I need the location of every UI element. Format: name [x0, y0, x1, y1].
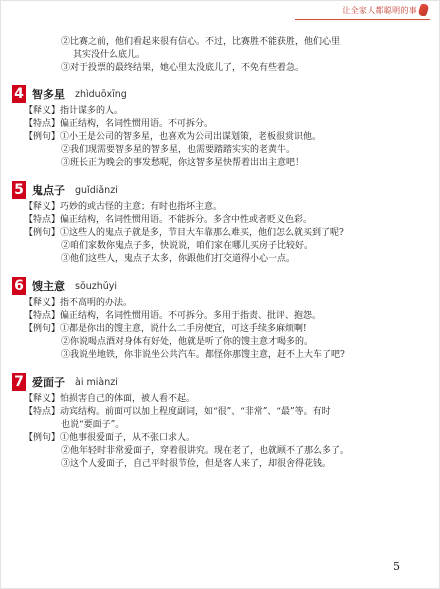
- example-sentence: ②他年轻时非常爱面子，穿着很讲究。现在老了，也就顾不了那么多了。: [61, 446, 350, 456]
- entry-feature: 【特点】动宾结构。前面可以加上程度副词，如“很”、“非常”、“最”等。有时: [24, 407, 331, 417]
- entry-examples: [12, 227, 428, 240]
- entry-6: [12, 277, 428, 362]
- entry-feature: 【特点】偏正结构，名词性惯用语。不可拆分。多用于指责、批评、抱怨。: [24, 311, 322, 321]
- entry-heading: [12, 85, 428, 103]
- entry-examples: [12, 323, 428, 336]
- entry-pinyin: zhìduōxīng: [75, 88, 127, 100]
- entry-heading: [12, 277, 428, 295]
- header-divider: [295, 19, 430, 20]
- entry-feature: 【特点】偏正结构，名词性惯用语。不可拆分。: [24, 119, 214, 129]
- entry-examples: [12, 131, 428, 144]
- entry-number: 4: [12, 85, 26, 103]
- header-title: 让全家人都聪明的事: [342, 5, 417, 15]
- entry-5: [12, 181, 428, 266]
- entry-feature: 【特点】偏正结构，名词性惯用语。不能拆分。多含中性或者贬义色彩。: [24, 215, 313, 225]
- entry-heading: [12, 373, 428, 391]
- page-number: 5: [393, 560, 400, 573]
- entry-pinyin: ài miànzi: [75, 376, 118, 388]
- example-sentence: ③这个人爱面子，自己平时很节俭，但是客人来了，却很舍得花钱。: [61, 459, 332, 469]
- intro-line: 其实没什么底儿。: [73, 50, 146, 60]
- example-sentence: ③我说坐地铁，你非说坐公共汽车。都怪你那馊主意，赶不上大车了吧?: [61, 350, 345, 360]
- example-sentence: ③他们这些人，鬼点子太多，你跟他们打交道得小心一点。: [61, 254, 296, 264]
- examples-label: 【例句】: [24, 324, 61, 334]
- example-sentence: ①小王是公司的智多星，也喜欢为公司出谋划策，老板很赏识他。: [60, 132, 322, 142]
- entry-number: 7: [12, 373, 26, 391]
- examples-label: 【例句】: [24, 433, 61, 443]
- entry-word: 鬼点子: [32, 184, 65, 197]
- example-sentence: ①这些人的鬼点子就是多，节目大车靠那么难买，他们怎么就买到了呢?: [60, 228, 344, 238]
- entry-definition: 【释义】怕损害自己的体面，被人看不起。: [24, 394, 196, 404]
- example-sentence: ②我们现需要智多星的智多星，也需要踏踏实实的老黄牛。: [61, 145, 296, 155]
- intro-line: ②比赛之前，他们看起来很有信心。不过，比赛胜不能获胜，他们心里: [61, 37, 341, 47]
- entry-word: 爱面子: [32, 376, 65, 389]
- running-header: [342, 4, 428, 16]
- entry-definition: 【释义】巧妙的或古怪的主意；有时也指坏主意。: [24, 202, 223, 212]
- intro-block: [12, 36, 428, 75]
- entry-word: 馊主意: [32, 280, 65, 293]
- examples-label: 【例句】: [24, 228, 61, 238]
- entry-definition: 【释义】指不高明的办法。: [24, 298, 133, 308]
- example-sentence: ②咱们家数你鬼点子多，快说说，咱们家在哪儿买房子比较好。: [61, 241, 314, 251]
- entry-word: 智多星: [32, 88, 65, 101]
- entry-7: [12, 373, 428, 471]
- entry-number: 5: [12, 181, 26, 199]
- example-sentence: ③班长正为晚会的事发愁呢，你这智多星快帮着出出主意吧！: [61, 158, 305, 168]
- examples-label: 【例句】: [24, 132, 61, 142]
- example-sentence: ①都是你出的馊主意，说什么二手房便宜，可这手续多麻烦啊!: [60, 324, 307, 334]
- entry-pinyin: guǐdiǎnzi: [75, 184, 118, 196]
- example-sentence: ①他事很爱面子，从不张口求人。: [60, 433, 196, 443]
- entry-feature-continued: 也说“要面子”。: [61, 420, 125, 430]
- entry-heading: [12, 181, 428, 199]
- entry-pinyin: sōuzhǔyi: [75, 280, 118, 292]
- entry-definition: 【释义】指计谋多的人。: [24, 106, 124, 116]
- entry-4: [12, 85, 428, 170]
- page-content: [12, 36, 428, 471]
- intro-line: ③对于投票的最终结果，她心里太没底儿了，不免有些着急。: [61, 63, 305, 73]
- entry-number: 6: [12, 277, 26, 295]
- example-sentence: ②你说喝点酒对身体有好处，他就是听了你的馊主意才喝多的。: [61, 337, 314, 347]
- entry-examples: [12, 432, 428, 445]
